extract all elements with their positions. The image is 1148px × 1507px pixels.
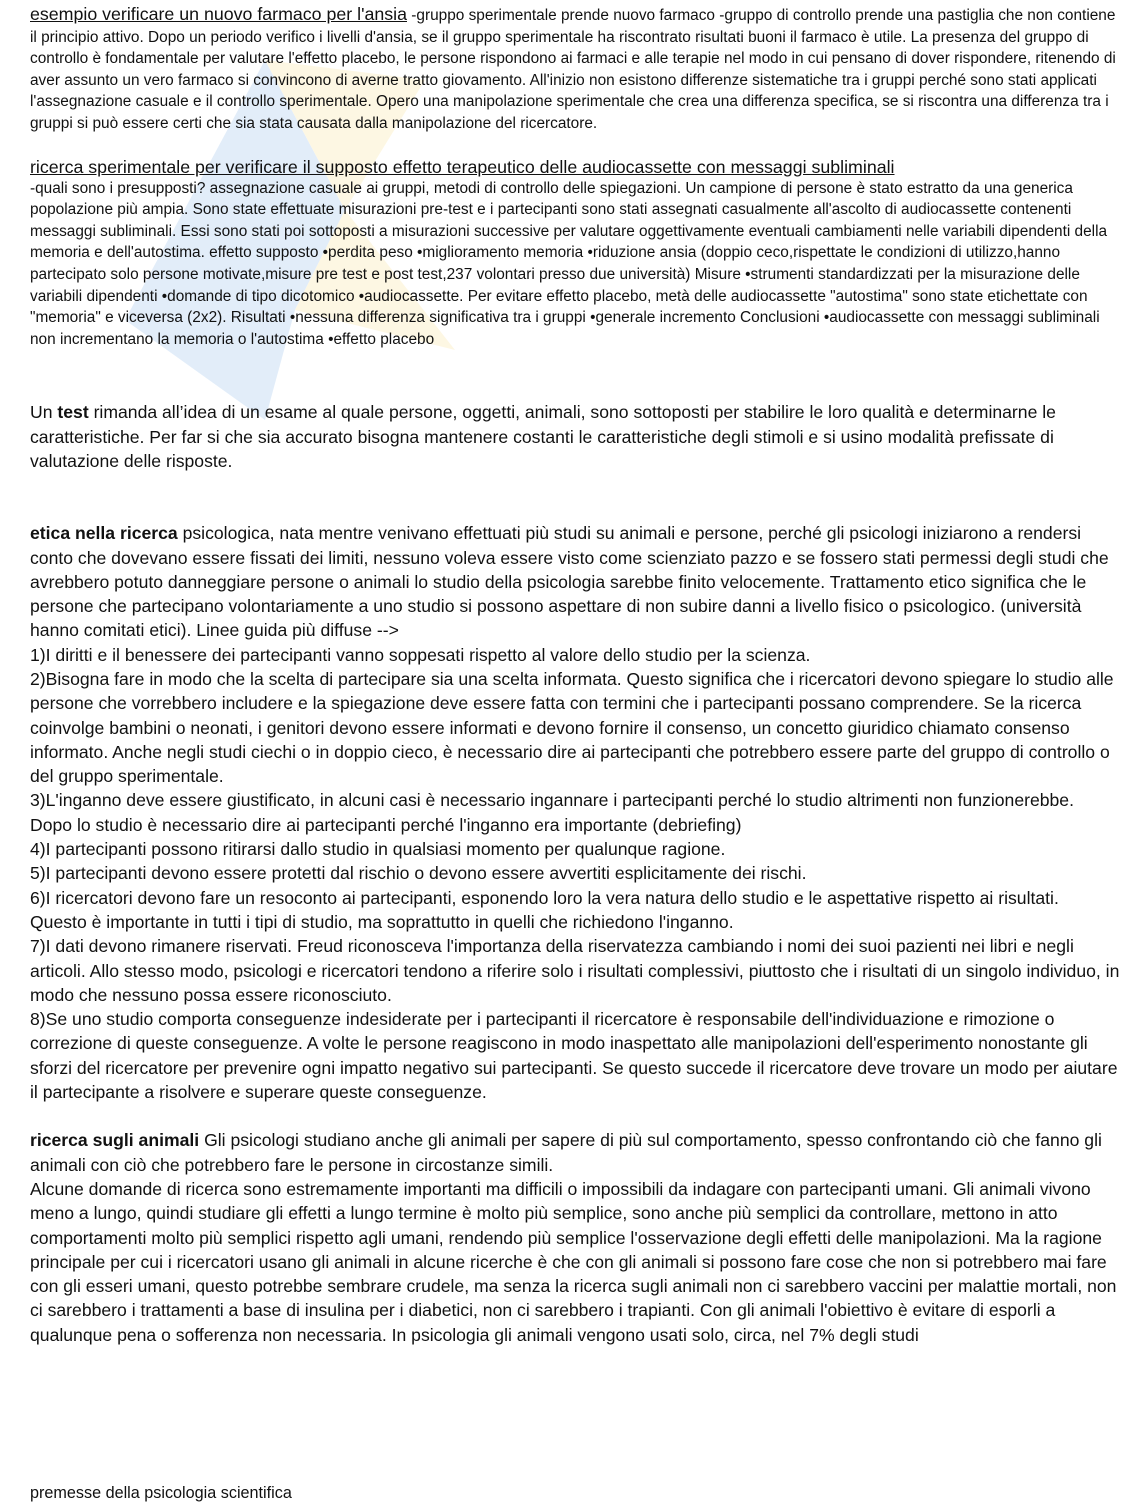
section-heading: ricerca sperimentale per verificare il supposto effetto terapeutico delle audiocassette con messaggi subliminali bbox=[30, 156, 895, 177]
paragraph: Alcune domande di ricerca sono estremamente importanti ma difficili o impossibili da indagare con partecipanti umani. Gli animali vivono meno a lungo, quindi studiare gli effetti a lungo termine è molto più semplice, sono anche più semplici da controllare, mettono in atto comportamenti molto più semplici rispetto agli umani, rendendo più semplice l'osservazione degli effetti delle manipolazioni. Ma la ragione principale per cui i ricercatori usano gli animali in alcune ricerche è che con gli animali si possono fare cose che non si potrebbero mai fare con gli esseri umani, questo potrebbe sembrare crudele, ma senza la ricerca sugli animali non ci sarebbero vaccini per malattie mortali, non ci sarebbero i trattamenti a base di insulina per i diabetici, non ci sarebbero i trapianti. Con gli animali l'obiettivo è evitare di esporli a qualunque pena o sofferenza non necessaria. In psicologia gli animali vengono usati solo, circa, nel 7% degli studi bbox=[30, 1178, 1117, 1345]
paragraph-text: rimanda all’idea di un esame al quale persone, oggetti, animali, sono sottoposti per stabilire le loro qualità e determinarne le caratteristiche. Per far si che sia accurato bisogna mantenere costanti le caratteristiche degli stimoli e si usino modalità prefissate di valutazione delle risposte. bbox=[30, 402, 1056, 471]
list-item: 4)I partecipanti possono ritirarsi dallo studio in qualsiasi momento per qualunque ragione. bbox=[30, 839, 726, 860]
section-farmaco bbox=[30, 4, 1120, 135]
footer-heading: premesse della psicologia scientifica bbox=[30, 1484, 292, 1502]
list-item: 8)Se uno studio comporta conseguenze indesiderate per i partecipanti il ricercatore è responsabile dell'individuazione e rimozione o correzione di queste conseguenze. A volte le persone reagiscono in modo inaspettato alle manipolazioni dell'esperimento nonostante gli sforzi del ricercatore per prevenire ogni impatto negativo sui partecipanti. Se questo succede il ricercatore deve trovare un modo per aiutare il partecipante a risolvere e superare queste conseguenze. bbox=[30, 1009, 1118, 1103]
section-test bbox=[30, 400, 1120, 473]
list-item: 2)Bisogna fare in modo che la scelta di partecipare sia una scelta informata. Questo significa che i ricercatori devono spiegare lo studio alle persone che vorrebbero includere e la spiegazione deve essere fatta con termini che i partecipanti possano comprendere. Se la ricerca coinvolge bambini o neonati, i genitori devono essere informati e devono fornire il consenso, un concetto giuridico chiamato consenso informato. Anche negli studi ciechi o in doppio cieco, è necessario dire ai partecipanti che potrebbero essere parte del gruppo di controllo o del gruppo sperimentale. bbox=[30, 668, 1114, 787]
paragraph-text: -gruppo sperimentale prende nuovo farmaco -gruppo di controllo prende una pastiglia che non contiene il principio attivo. Dopo un periodo verifico i livelli d'ansia, se il gruppo sperimentale ha riscontrato risultati buoni il farmaco è utile. La presenza del gruppo di controllo è fondamentale per valutare l'effetto placebo, le persone rispondono ai farmaci e alle terapie nel modo in cui pensano di dover rispondere, ritenendo di aver assunto un vero farmaco si convincono di averne tratto giovamento. All'inizio non esistono differenze sistematiche tra i gruppi perché sono stati applicati l'assegnazione casuale e il controllo sperimentale. Opero una manipolazione sperimentale che crea una differenza specifica, se si riscontra una differenza tra i gruppi si può essere certi che sia stata causata dalla manipolazione del ricercatore. bbox=[30, 7, 1116, 132]
paragraph bbox=[30, 521, 1120, 642]
list-item: 1)I diritti e il benessere dei partecipanti vanno soppesati rispetto al valore dello studio per la scienza. bbox=[30, 644, 811, 665]
term-animali: ricerca sugli animali bbox=[30, 1130, 200, 1151]
paragraph-text: -quali sono i presupposti? assegnazione casuale ai gruppi, metodi di controllo delle spiegazioni. Un campione di persone è stato estratto da una generica popolazione più ampia. Sono state effettuate misurazioni pre-test e i partecipanti sono stati assegnati casualmente all'ascolto di audiocassette contenenti messaggi subliminali. Essi sono stati poi sottoposti a misurazioni successive per valutare oggettivamente eventuali cambiamenti nelle variabili dipendenti della memoria e dell'autostima. effetto supposto •perdita peso •miglioramento memoria •riduzione ansia (doppio ceco,rispettate le condizioni di utilizzo,hanno partecipato solo persone motivate,misure pre test e post test,237 volontari presso due università) Misure •strumenti standardizzati per la misurazione delle variabili dipendenti •domande di tipo dicotomico •audiocassette. Per evitare effetto placebo, metà delle audiocassette "autostima" sono state etichettate con "memoria" e viceversa (2x2). Risultati •nessuna differenza significativa tra i gruppi •generale incremento Conclusioni •audiocassette con messaggi subliminali non incrementano la memoria o l'autostima •effetto placebo bbox=[30, 179, 1108, 348]
list-item: 5)I partecipanti devono essere protetti dal rischio o devono essere avvertiti esplicitamente dei rischi. bbox=[30, 863, 807, 884]
section-etica bbox=[30, 521, 1120, 1104]
term-etica: etica nella ricerca bbox=[30, 523, 178, 544]
list-item: 6)I ricercatori devono fare un resoconto ai partecipanti, esponendo loro la vera natura dello studio e le aspettative rispetto ai risultati. Questo è importante in tutti i tipi di studio, ma soprattutto in quelli che richiedono l'inganno. bbox=[30, 887, 1059, 932]
term-test: test bbox=[57, 402, 89, 423]
list-item: 7)I dati devono rimanere riservati. Freud riconosceva l'importanza della riservatezza cambiando i nomi dei suoi pazienti nei libri e negli articoli. Allo stesso modo, psicologi e ricercatori tendono a riferire solo i risultati complessivi, piuttosto che i risultati di un singolo individuo, in modo che nessuno possa essere riconosciuto. bbox=[30, 936, 1120, 1005]
section-audiocassette bbox=[30, 156, 1120, 351]
paragraph bbox=[30, 1128, 1120, 1177]
paragraph-text: Gli psicologi studiano anche gli animali per sapere di più sul comportamento, spesso confrontando ciò che fanno gli animali con ciò che potrebbero fare le persone in circostanze simili. bbox=[30, 1130, 1102, 1175]
document-page bbox=[30, 4, 1120, 1347]
section-animali bbox=[30, 1128, 1120, 1347]
section-heading: esempio verificare un nuovo farmaco per l'ansia bbox=[30, 4, 407, 24]
paragraph-text: psicologica, nata mentre venivano effettuati più studi su animali e persone, perché gli psicologi iniziarono a rendersi conto che dovevano essere fissati dei limiti, nessuno voleva essere visto come scienziato pazzo e se fossero stati permessi degli studi che avrebbero potuto danneggiare persone o animali lo studio della psicologia sarebbe finito velocemente. Trattamento etico significa che le persone che partecipano volontariamente a uno studio si possono aspettare di non subire danni a livello fisico o psicologico. (università hanno comitati etici). Linee guida più diffuse --> bbox=[30, 523, 1109, 641]
list-item: 3)L'inganno deve essere giustificato, in alcuni casi è necessario ingannare i partecipanti perché lo studio altrimenti non funzionerebbe. Dopo lo studio è necessario dire ai partecipanti perché l'inganno era importante (debriefing) bbox=[30, 790, 1074, 835]
paragraph-prefix: Un bbox=[30, 402, 58, 423]
